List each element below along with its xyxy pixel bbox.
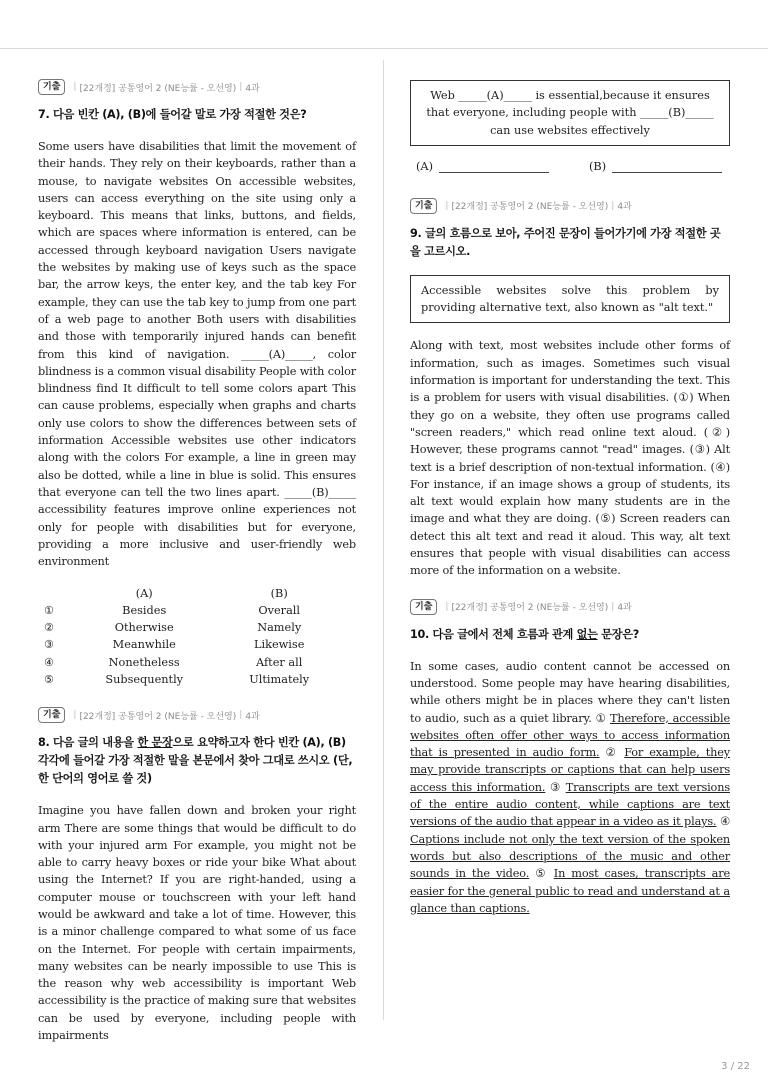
lesson-label: 4과 [617,202,632,213]
lesson-label: 4과 [245,83,260,94]
separator: | [239,82,243,92]
choice-a: Besides [122,603,167,617]
question-title: 9. 글의 흐름으로 보아, 주어진 문장이 들어가기에 가장 적절한 곳을 고르시오. [410,226,721,258]
separator: | [445,601,449,612]
sentence-4: Captions include not only the text version of the spoken words but also descriptions of the music and other sounds in the video. [410,832,730,881]
choice-row[interactable] [38,654,338,671]
blank-line[interactable] [439,161,549,173]
choice-number: ② [44,621,54,635]
question-passage: Some users have disabilities that limit the movement of their hands. They rely on their keyboards, rather than a mouse, to navigate websites On accessible websites, users can access everything on the site using only a keyboard. This means that links, buttons, and fields, which are spaces where information is entered, can be accessed through keyboard navigation Users navigate the websites by making use of keys such as the space bar, the arrow keys, the enter key, and the tab key For example, they can use the tab key to jump from one part of a web page to another Both users with disabilities and those with temporarily injured hands can benefit from this kind of navigation. _____(A)_____, color blindness is a common visual disability People with color blindness find It difficult to tell some colors apart This can cause problems, especially when graphs and charts only use colors to show the differences between sets of information Accessible websites use other indicators along with the colors For example, a line in green may also be dotted, while a line in blue is solid. This ensures that everyone can tell the two lines apart. _____(B)_____ accessibility features improve online experiences not only for people with disabilities but for everyone, providing a more inclusive and user-friendly web environment [38,140,356,569]
sentence-3: Transcripts are text versions of the entire audio content, while captions are text versions of the audio that appear in a video as it plays. [410,780,730,829]
lesson-label: 4과 [245,711,260,722]
question-title [410,626,730,644]
page-number: 3 / 22 [721,1061,750,1072]
choice-a: Subsequently [105,673,184,687]
question-title: 7. 다음 빈칸 (A), (B)에 들어갈 말로 가장 적절한 것은? [38,108,307,121]
spacer [410,580,730,598]
source-label: [22개정] 공통영어 2 (NE능률 - 오선영) [79,83,237,94]
marker-2: ② [599,746,625,760]
column-header-a: (A) [135,586,153,600]
blank-line[interactable] [612,161,722,173]
separator: | [611,601,615,612]
given-sentence-box: Accessible websites solve this problem by providing alternative text, also known as "alt text." [410,275,730,324]
spacer [38,688,356,706]
question-meta [38,706,356,724]
source-label: [22개정] 공통영어 2 (NE능률 - 오선영) [451,202,609,213]
column-header-b: (B) [270,586,288,600]
title-emphasis: 한 문장 [137,736,173,750]
left-column [38,78,356,1044]
title-text: 문장은? [597,627,639,641]
passage-intro: In some cases, audio content cannot be accessed on understood. Some people may have hearing disabilities, while others might be in places where they can't listen to audio, such as a quiet library. ① [410,659,730,725]
choice-b: Namely [257,621,302,635]
separator: | [73,710,77,721]
title-text: 으로 요약하고자 한다 빈칸 (A), (B) 각각에 들어갈 가장 적절한 말을 본문에서 찾아 그대로 쓰시오 (단, 한 단어의 영어로 쓸 것) [38,736,353,786]
summary-box: Web _____(A)_____ is essential,because it ensures that everyone, including people with _____(B)_____ can use websites effectively [410,80,730,146]
separator: | [73,82,77,92]
answer-blank-b[interactable] [589,160,722,173]
question-meta [410,197,730,215]
title-emphasis: 없는 [576,627,598,641]
choice-row[interactable] [38,619,338,636]
question-passage: Along with text, most websites include other forms of information, such as images. Sometimes such visual information is important for understanding the text. This is a problem for users with visual disabilities. (①) When they go on a website, they often use programs called "screen readers," which read online text aloud. (②) However, these programs cannot "read" images. (③) Alt text is a brief description of non-textual information. (④) For instance, if an image shows a group of students, its alt text would explain how many students are in the image and what they are doing. (⑤) Screen readers can detect this alt text and read it aloud. This way, alt text ensures that people with visual disabilities can access more of the information on a website. [410,339,730,578]
title-text: 8. 다음 글의 내용을 [38,736,138,750]
title-text: 10. 다음 글에서 전체 흐름과 관계 [410,627,577,641]
past-exam-badge: 기출 [38,707,65,723]
marker-5: ⑤ [529,867,554,881]
spacer [410,173,730,197]
choice-row[interactable] [38,671,338,688]
question-title [38,734,356,788]
choice-number: ④ [44,655,54,669]
question-10 [410,598,730,917]
choice-row[interactable] [38,602,338,619]
choice-a: Nonetheless [108,655,180,669]
right-column [410,80,730,917]
choice-b: After all [256,655,303,669]
choice-number: ① [44,603,54,617]
choice-b: Overall [258,603,301,617]
choice-row[interactable] [38,636,338,653]
blank-label: (A) [416,159,433,173]
separator: | [239,710,243,721]
answer-choices [38,584,338,688]
marker-4: ④ [716,815,731,829]
source-label: [22개정] 공통영어 2 (NE능률 - 오선영) [451,603,609,614]
past-exam-badge: 기출 [38,79,65,95]
choice-number: ③ [44,638,54,652]
choice-a: Otherwise [114,621,174,635]
marker-3: ③ [545,780,566,794]
choice-b: Ultimately [249,673,310,687]
answer-blank-a[interactable] [416,160,549,173]
question-meta [38,78,356,96]
past-exam-badge: 기출 [410,198,437,214]
source-label: [22개정] 공통영어 2 (NE능률 - 오선영) [79,711,237,722]
question-passage [410,658,730,917]
past-exam-badge: 기출 [410,599,437,615]
column-divider [383,60,384,1020]
separator: | [611,200,615,211]
answer-blanks [416,160,730,173]
question-8 [38,706,356,1044]
header-rule [0,48,768,49]
choice-b: Likewise [253,638,305,652]
choice-number: ⑤ [44,673,54,687]
question-passage: Imagine you have fallen down and broken your right arm There are some things that would be difficult to do with your injured arm For example, you might not be able to carry heavy boxes or ride your bike What about using the Internet? If you are right-handed, using a computer mouse or touchscreen with your left hand would be awkward and take a lot of time. However, this is a minor challenge compared to what some of us face on the Internet. For people with certain impairments, many websites can be nearly impossible to use This is the reason why web accessibility is important Web accessibility is the practice of making sure that websites can be used by everyone, including people with impairments [38,804,356,1043]
choice-a: Meanwhile [112,638,176,652]
blank-label: (B) [588,159,607,173]
separator: | [445,200,449,211]
sentence-1: Therefore, accessible websites often offer other ways to access information that is presented in audio form. [410,711,730,760]
question-9 [410,197,730,580]
sentence-5: In most cases, transcripts are easier for the general public to read and understand at a glance than captions. [410,867,730,915]
sentence-2: For example, they may provide transcripts or captions that can help users access this information. [410,746,730,794]
question-7 [38,78,356,688]
lesson-label: 4과 [617,603,632,614]
choices-header [38,584,338,601]
question-meta [410,598,730,616]
